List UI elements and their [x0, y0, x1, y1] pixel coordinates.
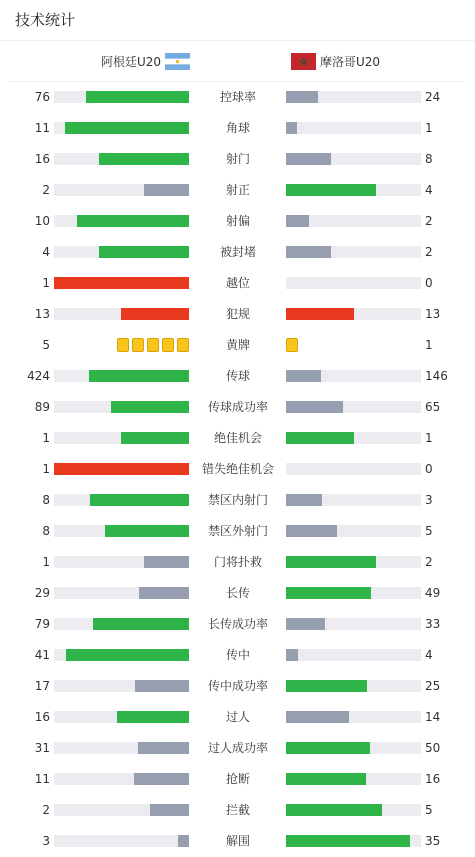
away-value: 1 [425, 338, 433, 352]
away-value: 8 [425, 152, 433, 166]
home-bar-track [54, 184, 189, 196]
stat-row [0, 485, 475, 516]
stat-row [0, 175, 475, 206]
home-bar [121, 308, 189, 320]
home-bar-track [54, 153, 189, 165]
away-bar [286, 525, 337, 537]
away-bar-track [286, 804, 421, 816]
away-bar [286, 432, 354, 444]
away-bar [286, 804, 382, 816]
away-bar [286, 153, 331, 165]
home-bar-track [54, 91, 189, 103]
away-bar-track [286, 463, 421, 475]
home-value: 16 [34, 152, 50, 166]
home-value: 1 [42, 276, 50, 290]
home-bar-track [54, 494, 189, 506]
away-bar [286, 308, 354, 320]
home-value: 2 [42, 183, 50, 197]
stat-row [0, 764, 475, 795]
stat-row [0, 423, 475, 454]
home-value: 76 [34, 90, 50, 104]
away-bar [286, 773, 366, 785]
away-value: 35 [425, 834, 441, 848]
away-team [291, 53, 380, 70]
home-bar [99, 153, 189, 165]
home-bar-track [54, 587, 189, 599]
stat-label: 犯规 [225, 307, 250, 321]
home-bar [134, 773, 189, 785]
stat-row [0, 237, 475, 268]
away-value: 2 [425, 245, 433, 259]
stat-label: 长传成功率 [207, 617, 268, 631]
home-bar-track [54, 370, 189, 382]
stat-label: 传中成功率 [207, 679, 268, 693]
home-value: 1 [42, 462, 50, 476]
home-bar-track [54, 308, 189, 320]
away-bar-track [286, 494, 421, 506]
away-value: 5 [425, 524, 433, 538]
home-bar-track [54, 618, 189, 630]
away-value: 0 [425, 276, 433, 290]
home-bar-track [54, 215, 189, 227]
stat-row [0, 671, 475, 702]
page-title: 技术统计 [15, 11, 76, 29]
stat-label: 抢断 [225, 772, 250, 786]
home-value: 41 [34, 648, 50, 662]
stat-label: 禁区外射门 [207, 524, 268, 538]
yellow-card-icon [162, 338, 174, 352]
stat-label: 控球率 [219, 90, 256, 104]
home-bar-track [54, 773, 189, 785]
away-bar-track [286, 184, 421, 196]
away-bar-track [286, 277, 421, 289]
away-bar [286, 91, 318, 103]
stat-row [0, 733, 475, 764]
home-bar [138, 742, 189, 754]
home-bar [144, 556, 189, 568]
home-bar [93, 618, 189, 630]
home-bar-track [54, 649, 189, 661]
away-bar [286, 618, 325, 630]
stat-label: 传球 [225, 369, 250, 383]
home-bar [150, 804, 189, 816]
home-bar-track [54, 742, 189, 754]
away-bar-track [286, 370, 421, 382]
home-bar [117, 711, 189, 723]
away-bar [286, 215, 309, 227]
away-value: 146 [425, 369, 448, 383]
home-value: 31 [34, 741, 50, 755]
home-value: 5 [42, 338, 50, 352]
home-value: 424 [27, 369, 50, 383]
away-bar-track [286, 432, 421, 444]
away-yellow-cards [286, 338, 298, 352]
stat-label: 传中 [225, 648, 250, 662]
stat-label: 绝佳机会 [213, 431, 262, 445]
yellow-card-icon [177, 338, 189, 352]
away-bar [286, 680, 367, 692]
away-bar [286, 835, 410, 847]
away-bar-track [286, 649, 421, 661]
home-bar [65, 122, 189, 134]
away-bar-track [286, 835, 421, 847]
home-bar-track [54, 525, 189, 537]
stat-row [0, 516, 475, 547]
stat-row [0, 268, 475, 299]
stat-row [0, 144, 475, 175]
away-bar-track [286, 308, 421, 320]
home-team [101, 53, 190, 70]
home-bar [77, 215, 189, 227]
stat-label: 解围 [225, 834, 250, 848]
stat-row [0, 206, 475, 237]
home-bar [105, 525, 189, 537]
home-bar-track [54, 804, 189, 816]
home-bar [111, 401, 189, 413]
stat-label: 射门 [225, 152, 250, 166]
home-team-name: 阿根廷U20 [100, 55, 161, 69]
away-bar-track [286, 773, 421, 785]
stat-row [0, 826, 475, 857]
home-bar [66, 649, 189, 661]
away-bar [286, 494, 322, 506]
stat-label: 传球成功率 [207, 400, 268, 414]
home-yellow-cards [117, 338, 189, 352]
home-bar-track [54, 463, 189, 475]
stats-header [0, 0, 475, 41]
away-value: 1 [425, 121, 433, 135]
home-bar-track [54, 277, 189, 289]
stat-row [0, 609, 475, 640]
away-value: 4 [425, 183, 433, 197]
home-value: 13 [34, 307, 50, 321]
away-bar [286, 711, 349, 723]
stat-row [0, 578, 475, 609]
away-bar-track [286, 91, 421, 103]
away-value: 0 [425, 462, 433, 476]
stat-row [0, 82, 475, 113]
away-bar [286, 370, 321, 382]
away-bar [286, 742, 370, 754]
stat-label: 射偏 [225, 214, 250, 228]
stat-label: 被封堵 [219, 245, 256, 259]
stat-label: 门将扑救 [213, 555, 262, 569]
away-bar [286, 184, 376, 196]
away-bar-track [286, 618, 421, 630]
yellow-card-icon [286, 338, 298, 352]
away-value: 14 [425, 710, 441, 724]
stat-label: 长传 [225, 586, 250, 600]
stat-label: 越位 [225, 276, 250, 290]
away-value: 16 [425, 772, 441, 786]
home-value: 2 [42, 803, 50, 817]
stat-row [0, 330, 475, 361]
yellow-card-icon [132, 338, 144, 352]
home-bar-track [54, 835, 189, 847]
stat-label: 错失绝佳机会 [201, 462, 274, 476]
away-value: 50 [425, 741, 441, 755]
home-bar-track [54, 556, 189, 568]
home-value: 8 [42, 524, 50, 538]
away-value: 2 [425, 555, 433, 569]
home-bar [139, 587, 189, 599]
stats-list [0, 82, 475, 857]
stat-row [0, 795, 475, 826]
home-value: 1 [42, 555, 50, 569]
away-bar [286, 401, 343, 413]
stat-label: 射正 [225, 183, 250, 197]
stat-row [0, 392, 475, 423]
away-team-name: 摩洛哥U20 [320, 55, 381, 69]
away-bar-track [286, 587, 421, 599]
stat-row [0, 640, 475, 671]
stat-row [0, 702, 475, 733]
away-value: 49 [425, 586, 441, 600]
team-header [8, 41, 466, 82]
home-value: 3 [42, 834, 50, 848]
away-bar-track [286, 215, 421, 227]
home-bar [86, 91, 189, 103]
away-value: 33 [425, 617, 441, 631]
home-bar-track [54, 122, 189, 134]
stat-label: 拦截 [225, 803, 250, 817]
home-bar [89, 370, 189, 382]
morocco-flag-icon [291, 53, 316, 70]
stat-row [0, 454, 475, 485]
home-value: 11 [34, 772, 50, 786]
away-value: 1 [425, 431, 433, 445]
stat-label: 禁区内射门 [207, 493, 268, 507]
away-value: 25 [425, 679, 441, 693]
home-bar [135, 680, 189, 692]
stat-row [0, 113, 475, 144]
away-bar-track [286, 742, 421, 754]
home-bar-track [54, 432, 189, 444]
stat-label: 角球 [225, 121, 250, 135]
away-value: 65 [425, 400, 441, 414]
stat-label: 黄牌 [225, 338, 250, 352]
home-bar-track [54, 401, 189, 413]
home-bar [121, 432, 189, 444]
home-value: 1 [42, 431, 50, 445]
yellow-card-icon [147, 338, 159, 352]
away-bar-track [286, 153, 421, 165]
stat-label: 过人 [225, 710, 250, 724]
home-value: 16 [34, 710, 50, 724]
stat-row [0, 361, 475, 392]
away-value: 13 [425, 307, 441, 321]
away-bar-track [286, 122, 421, 134]
home-value: 79 [34, 617, 50, 631]
away-bar [286, 587, 371, 599]
home-bar [178, 835, 189, 847]
away-bar-track [286, 680, 421, 692]
home-bar-track [54, 680, 189, 692]
argentina-flag-icon [165, 53, 190, 70]
home-value: 29 [34, 586, 50, 600]
away-bar [286, 246, 331, 258]
away-bar-track [286, 525, 421, 537]
away-value: 3 [425, 493, 433, 507]
home-value: 4 [42, 245, 50, 259]
away-value: 2 [425, 214, 433, 228]
away-value: 5 [425, 803, 433, 817]
away-bar [286, 556, 376, 568]
away-bar-track [286, 246, 421, 258]
home-bar [144, 184, 189, 196]
home-bar [54, 277, 189, 289]
home-bar [54, 463, 189, 475]
away-value: 4 [425, 648, 433, 662]
home-value: 8 [42, 493, 50, 507]
stat-label: 过人成功率 [207, 741, 268, 755]
home-bar [99, 246, 189, 258]
home-value: 10 [34, 214, 50, 228]
stat-row [0, 299, 475, 330]
home-bar [90, 494, 189, 506]
away-bar [286, 649, 298, 661]
stat-row [0, 547, 475, 578]
home-value: 11 [34, 121, 50, 135]
away-value: 24 [425, 90, 441, 104]
home-value: 17 [34, 679, 50, 693]
away-bar-track [286, 401, 421, 413]
away-bar-track [286, 556, 421, 568]
yellow-card-icon [117, 338, 129, 352]
home-bar-track [54, 711, 189, 723]
away-bar-track [286, 711, 421, 723]
home-bar-track [54, 246, 189, 258]
home-value: 89 [34, 400, 50, 414]
away-bar [286, 122, 297, 134]
